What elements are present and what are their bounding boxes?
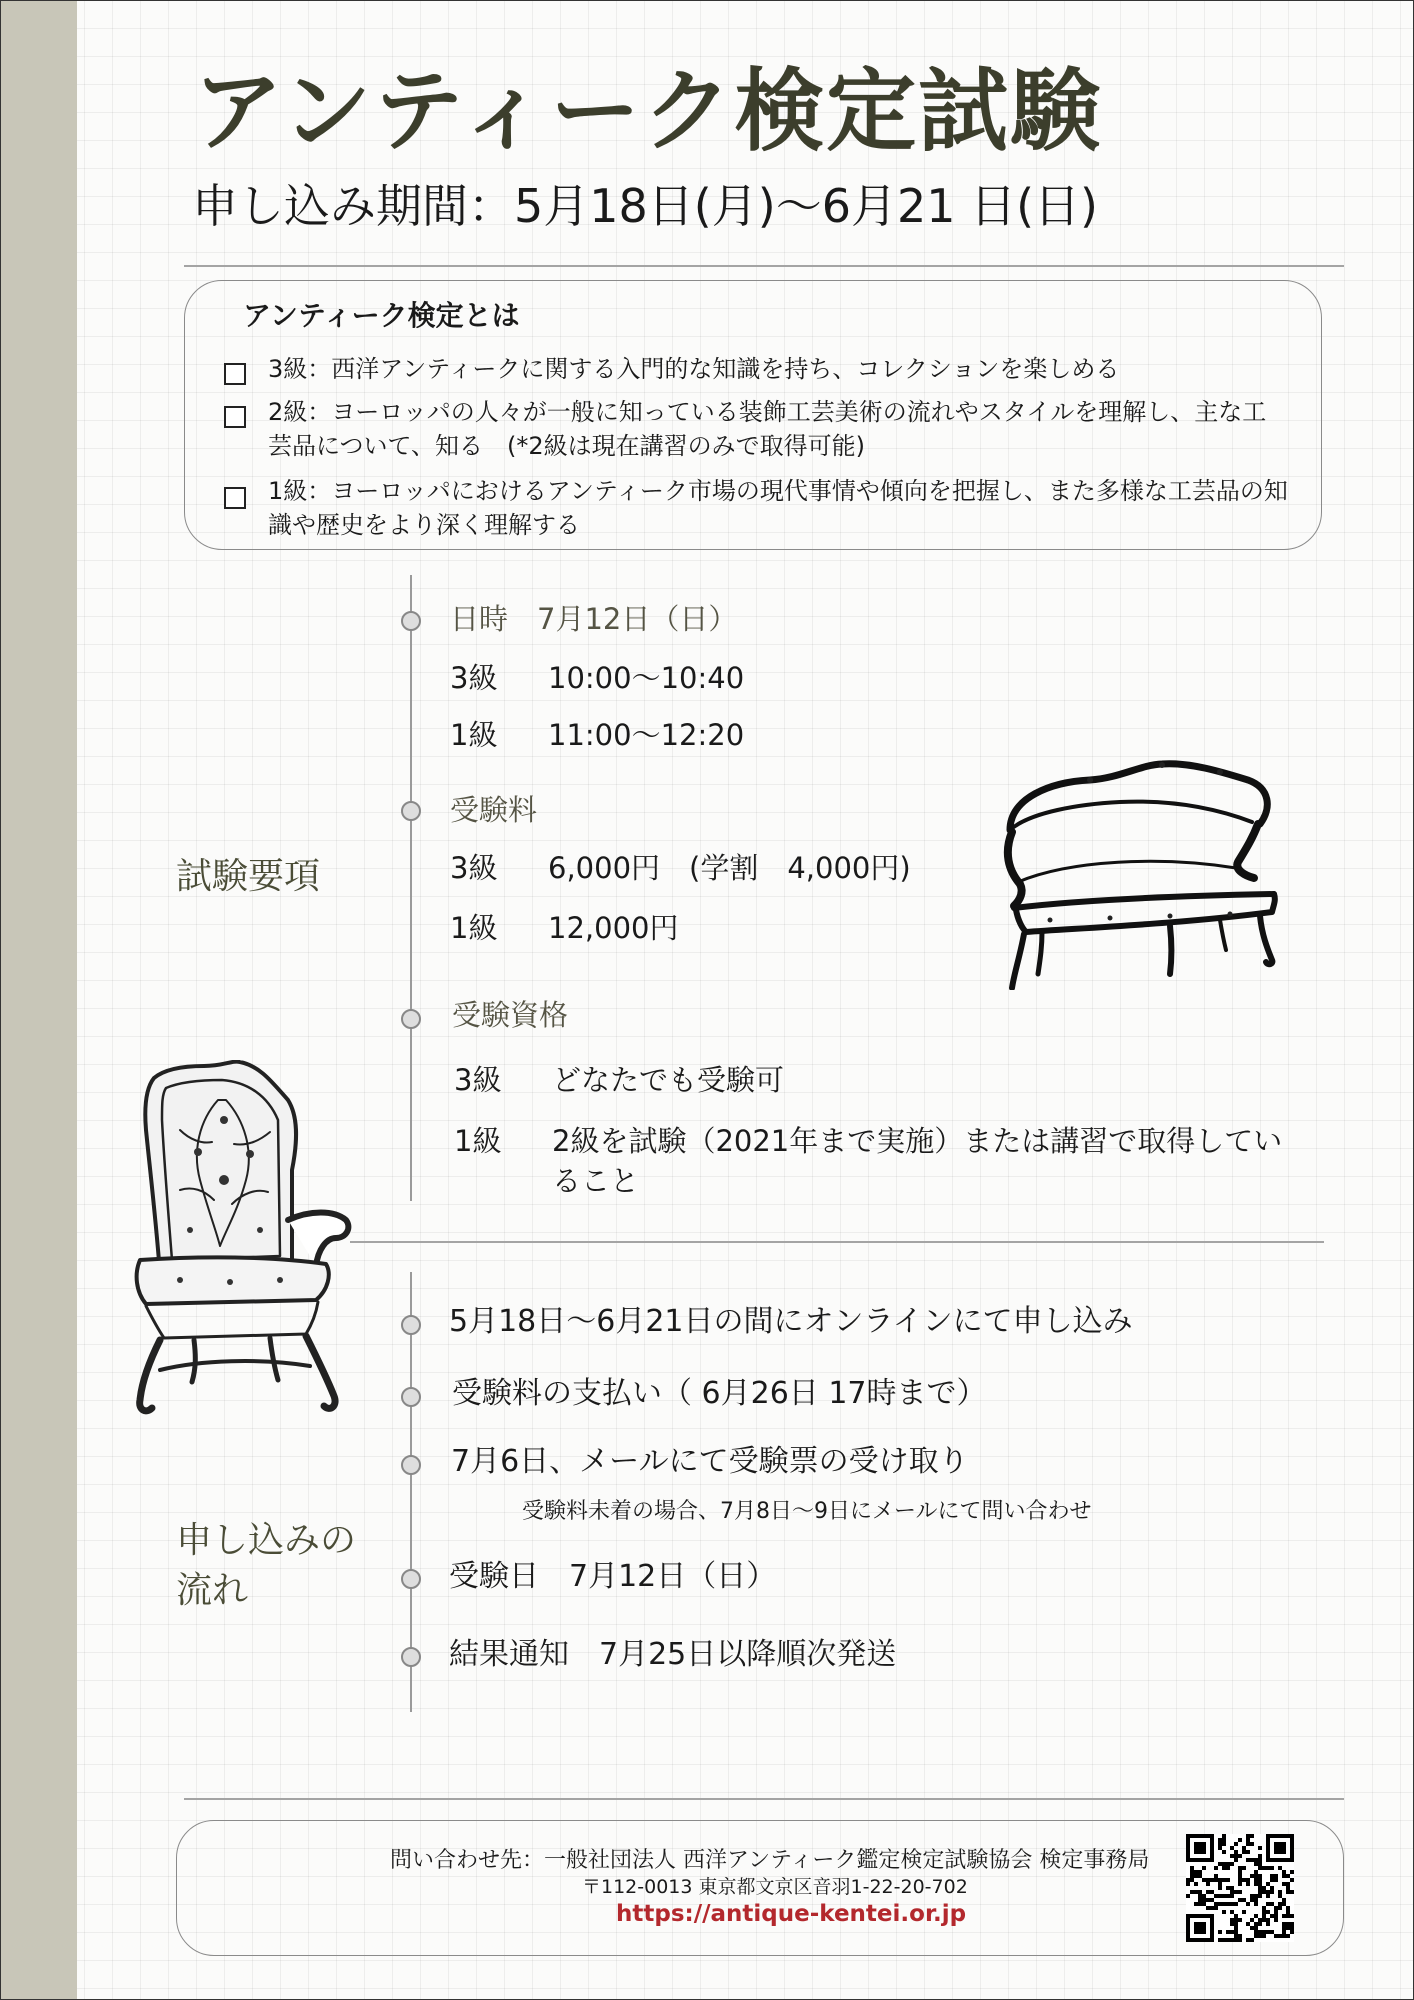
timeline-dot-fee [401,801,421,821]
flow-step-4: 受験日 7月12日（日） [449,1559,777,1594]
flow-dot-5 [401,1647,421,1667]
flow-dot-4 [401,1569,421,1589]
checkbox-level-3[interactable] [224,363,246,385]
fee-level-3: 3級 [450,851,498,885]
flow-step-3: 7月6日、メールにて受験票の受け取り [451,1444,969,1479]
flow-step-3-note: 受験料未着の場合、7月8日〜9日にメールにて問い合わせ [522,1499,1092,1524]
exam-timeline [410,575,412,1201]
datetime-time-1: 11:00〜12:20 [548,718,745,752]
checkbox-level-2[interactable] [224,406,246,428]
flow-dot-2 [401,1387,421,1407]
flow-step-1: 5月18日〜6月21日の間にオンラインにて申し込み [449,1304,1133,1339]
datetime-heading: 日時 7月12日（日） [450,602,738,636]
exam-section-label: 試験要項 [176,856,321,897]
timeline-dot-eligibility [401,1009,421,1029]
about-level-1: 1級：ヨーロッパにおけるアンティーク市場の現代事情や傾向を把握し、また多様な工芸品の知識や歴史をより深く理解する [268,477,1288,539]
contact-organization: 問い合わせ先：一般社団法人 西洋アンティーク鑑定検定試験協会 検定事務局 [390,1848,1150,1873]
contact-address: 〒112-0013 東京都文京区音羽1-22-20-702 [582,1876,968,1898]
timeline-dot-datetime [401,611,421,631]
application-period: 申し込み期間：5月18日(月)〜6月21 日(日) [192,179,1099,233]
flow-section-label: 申し込みの流れ [176,1520,357,1611]
flow-timeline [410,1272,412,1712]
flow-step-2: 受験料の支払い（ 6月26日 17時まで） [452,1376,987,1411]
eligibility-value-3: どなたでも受験可 [552,1063,785,1097]
fee-amount-1: 12,000円 [548,911,679,945]
page-title: アンティーク検定試験 [193,59,1103,164]
checkbox-level-1[interactable] [224,487,246,509]
eligibility-value-1: 2級を試験（2021年まで実施）または講習で取得していること [552,1124,1283,1198]
datetime-level-1: 1級 [450,718,498,752]
fee-heading: 受験料 [450,793,538,827]
about-heading: アンティーク検定とは [243,299,520,332]
flow-dot-3 [401,1455,421,1475]
armchair-illustration-icon [120,1060,370,1420]
qr-code-icon[interactable] [1186,1834,1294,1942]
fee-level-1: 1級 [450,911,498,945]
flow-dot-1 [401,1315,421,1335]
section-divider [350,1241,1324,1243]
contact-url-link[interactable]: https://antique-kentei.or.jp [616,1901,967,1927]
datetime-level-3: 3級 [450,661,498,695]
side-accent-bar [0,0,77,2000]
sofa-illustration-icon [990,760,1280,990]
header-divider [184,265,1344,267]
datetime-time-3: 10:00〜10:40 [548,661,745,695]
flow-step-5: 結果通知 7月25日以降順次発送 [449,1637,897,1672]
eligibility-level-3: 3級 [454,1063,502,1097]
fee-amount-3: 6,000円 (学割 4,000円) [548,851,911,885]
eligibility-level-1: 1級 [454,1124,502,1158]
about-level-2: 2級：ヨーロッパの人々が一般に知っている装飾工芸美術の流れやスタイルを理解し、主な工芸品について、知る (*2級は現在講習のみで取得可能) [268,398,1267,460]
about-level-3: 3級：西洋アンティークに関する入門的な知識を持ち、コレクションを楽しめる [268,355,1120,383]
eligibility-heading: 受験資格 [452,998,569,1032]
footer-divider [184,1798,1344,1800]
